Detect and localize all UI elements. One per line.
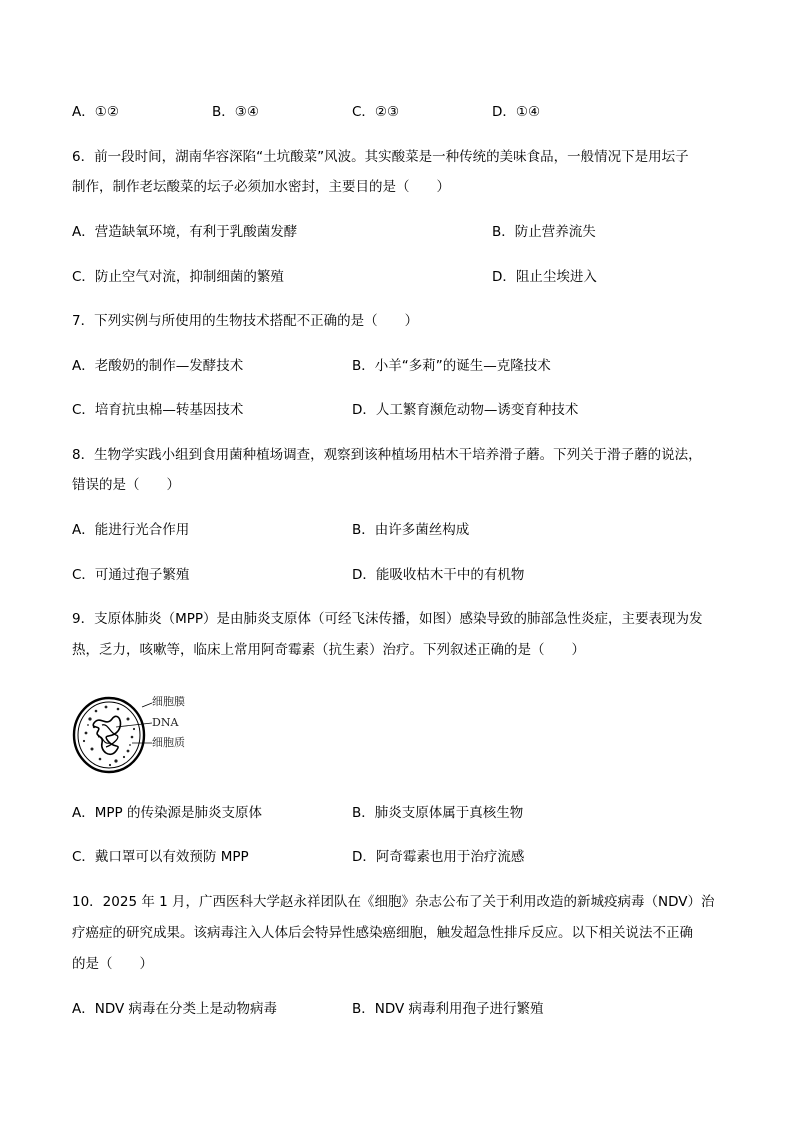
mycoplasma-figure xyxy=(72,693,202,775)
q10-option-b: B．NDV 病毒利用孢子进行繁殖 xyxy=(352,1001,544,1017)
q8-option-c: C．可通过孢子繁殖 xyxy=(72,567,190,583)
q9-stem-line-2: 热，乏力，咳嗽等，临床上常用阿奇霉素（抗生素）治疗。下列叙述正确的是（ ） xyxy=(72,642,585,658)
q7-option-d: D．人工繁育濒危动物—诱变育种技术 xyxy=(352,402,579,418)
q6-option-c: C．防止空气对流，抑制细菌的繁殖 xyxy=(72,269,284,285)
q8-option-b: B．由许多菌丝构成 xyxy=(352,522,470,538)
figure-label-dna: DNA xyxy=(152,716,179,729)
q10-stem-line-3: 的是（ ） xyxy=(72,956,153,972)
q5-option-c: C．②③ xyxy=(352,104,400,120)
q9-option-a: A．MPP 的传染源是肺炎支原体 xyxy=(72,805,262,821)
figure-label-cytoplasm: 细胞质 xyxy=(152,736,185,749)
q7-option-b: B．小羊“多莉”的诞生—克隆技术 xyxy=(352,358,551,374)
q7-option-a: A．老酸奶的制作—发酵技术 xyxy=(72,358,244,374)
q8-option-a: A．能进行光合作用 xyxy=(72,522,190,538)
q6-stem-line-2: 制作，制作老坛酸菜的坛子必须加水密封，主要目的是（ ） xyxy=(72,179,450,195)
q5-option-d: D．①④ xyxy=(492,104,541,120)
q10-stem-line-1: 10．2025 年 1 月，广西医科大学赵永祥团队在《细胞》杂志公布了关于利用改造的新城疫病毒（NDV）治 xyxy=(72,894,715,910)
q10-stem-line-2: 疗癌症的研究成果。该病毒注入人体后会特异性感染癌细胞，触发超急性排斥反应。以下相关说法不正确 xyxy=(72,925,693,941)
q9-stem-line-1: 9．支原体肺炎（MPP）是由肺炎支原体（可经飞沫传播，如图）感染导致的肺部急性炎症，主要表现为发 xyxy=(72,611,703,627)
q5-option-b: B．③④ xyxy=(212,104,259,120)
q8-stem-line-2: 错误的是（ ） xyxy=(72,477,180,493)
figure-label-membrane: 细胞膜 xyxy=(152,695,185,708)
q5-option-a: A．①② xyxy=(72,104,119,120)
q9-option-d: D．阿奇霉素也用于治疗流感 xyxy=(352,849,525,865)
q6-option-d: D．阻止尘埃进入 xyxy=(492,269,597,285)
q8-option-d: D．能吸收枯木干中的有机物 xyxy=(352,567,525,583)
q7-option-c: C．培育抗虫棉—转基因技术 xyxy=(72,402,244,418)
q7-stem-line-1: 7．下列实例与所使用的生物技术搭配不正确的是（ ） xyxy=(72,313,419,329)
q6-stem-line-1: 6．前一段时间，湖南华容深陷“土坑酸菜”风波。其实酸菜是一种传统的美味食品，一般情况下是用坛子 xyxy=(72,149,689,165)
q6-option-b: B．防止营养流失 xyxy=(492,224,596,240)
q9-option-b: B．肺炎支原体属于真核生物 xyxy=(352,805,524,821)
q6-option-a: A．营造缺氧环境，有利于乳酸菌发酵 xyxy=(72,224,298,240)
q10-option-a: A．NDV 病毒在分类上是动物病毒 xyxy=(72,1001,278,1017)
q8-stem-line-1: 8．生物学实践小组到食用菌种植场调查，观察到该种植场用枯木干培养滑子蘑。下列关于滑子蘑的说法， xyxy=(72,447,702,463)
q9-option-c: C．戴口罩可以有效预防 MPP xyxy=(72,849,249,865)
